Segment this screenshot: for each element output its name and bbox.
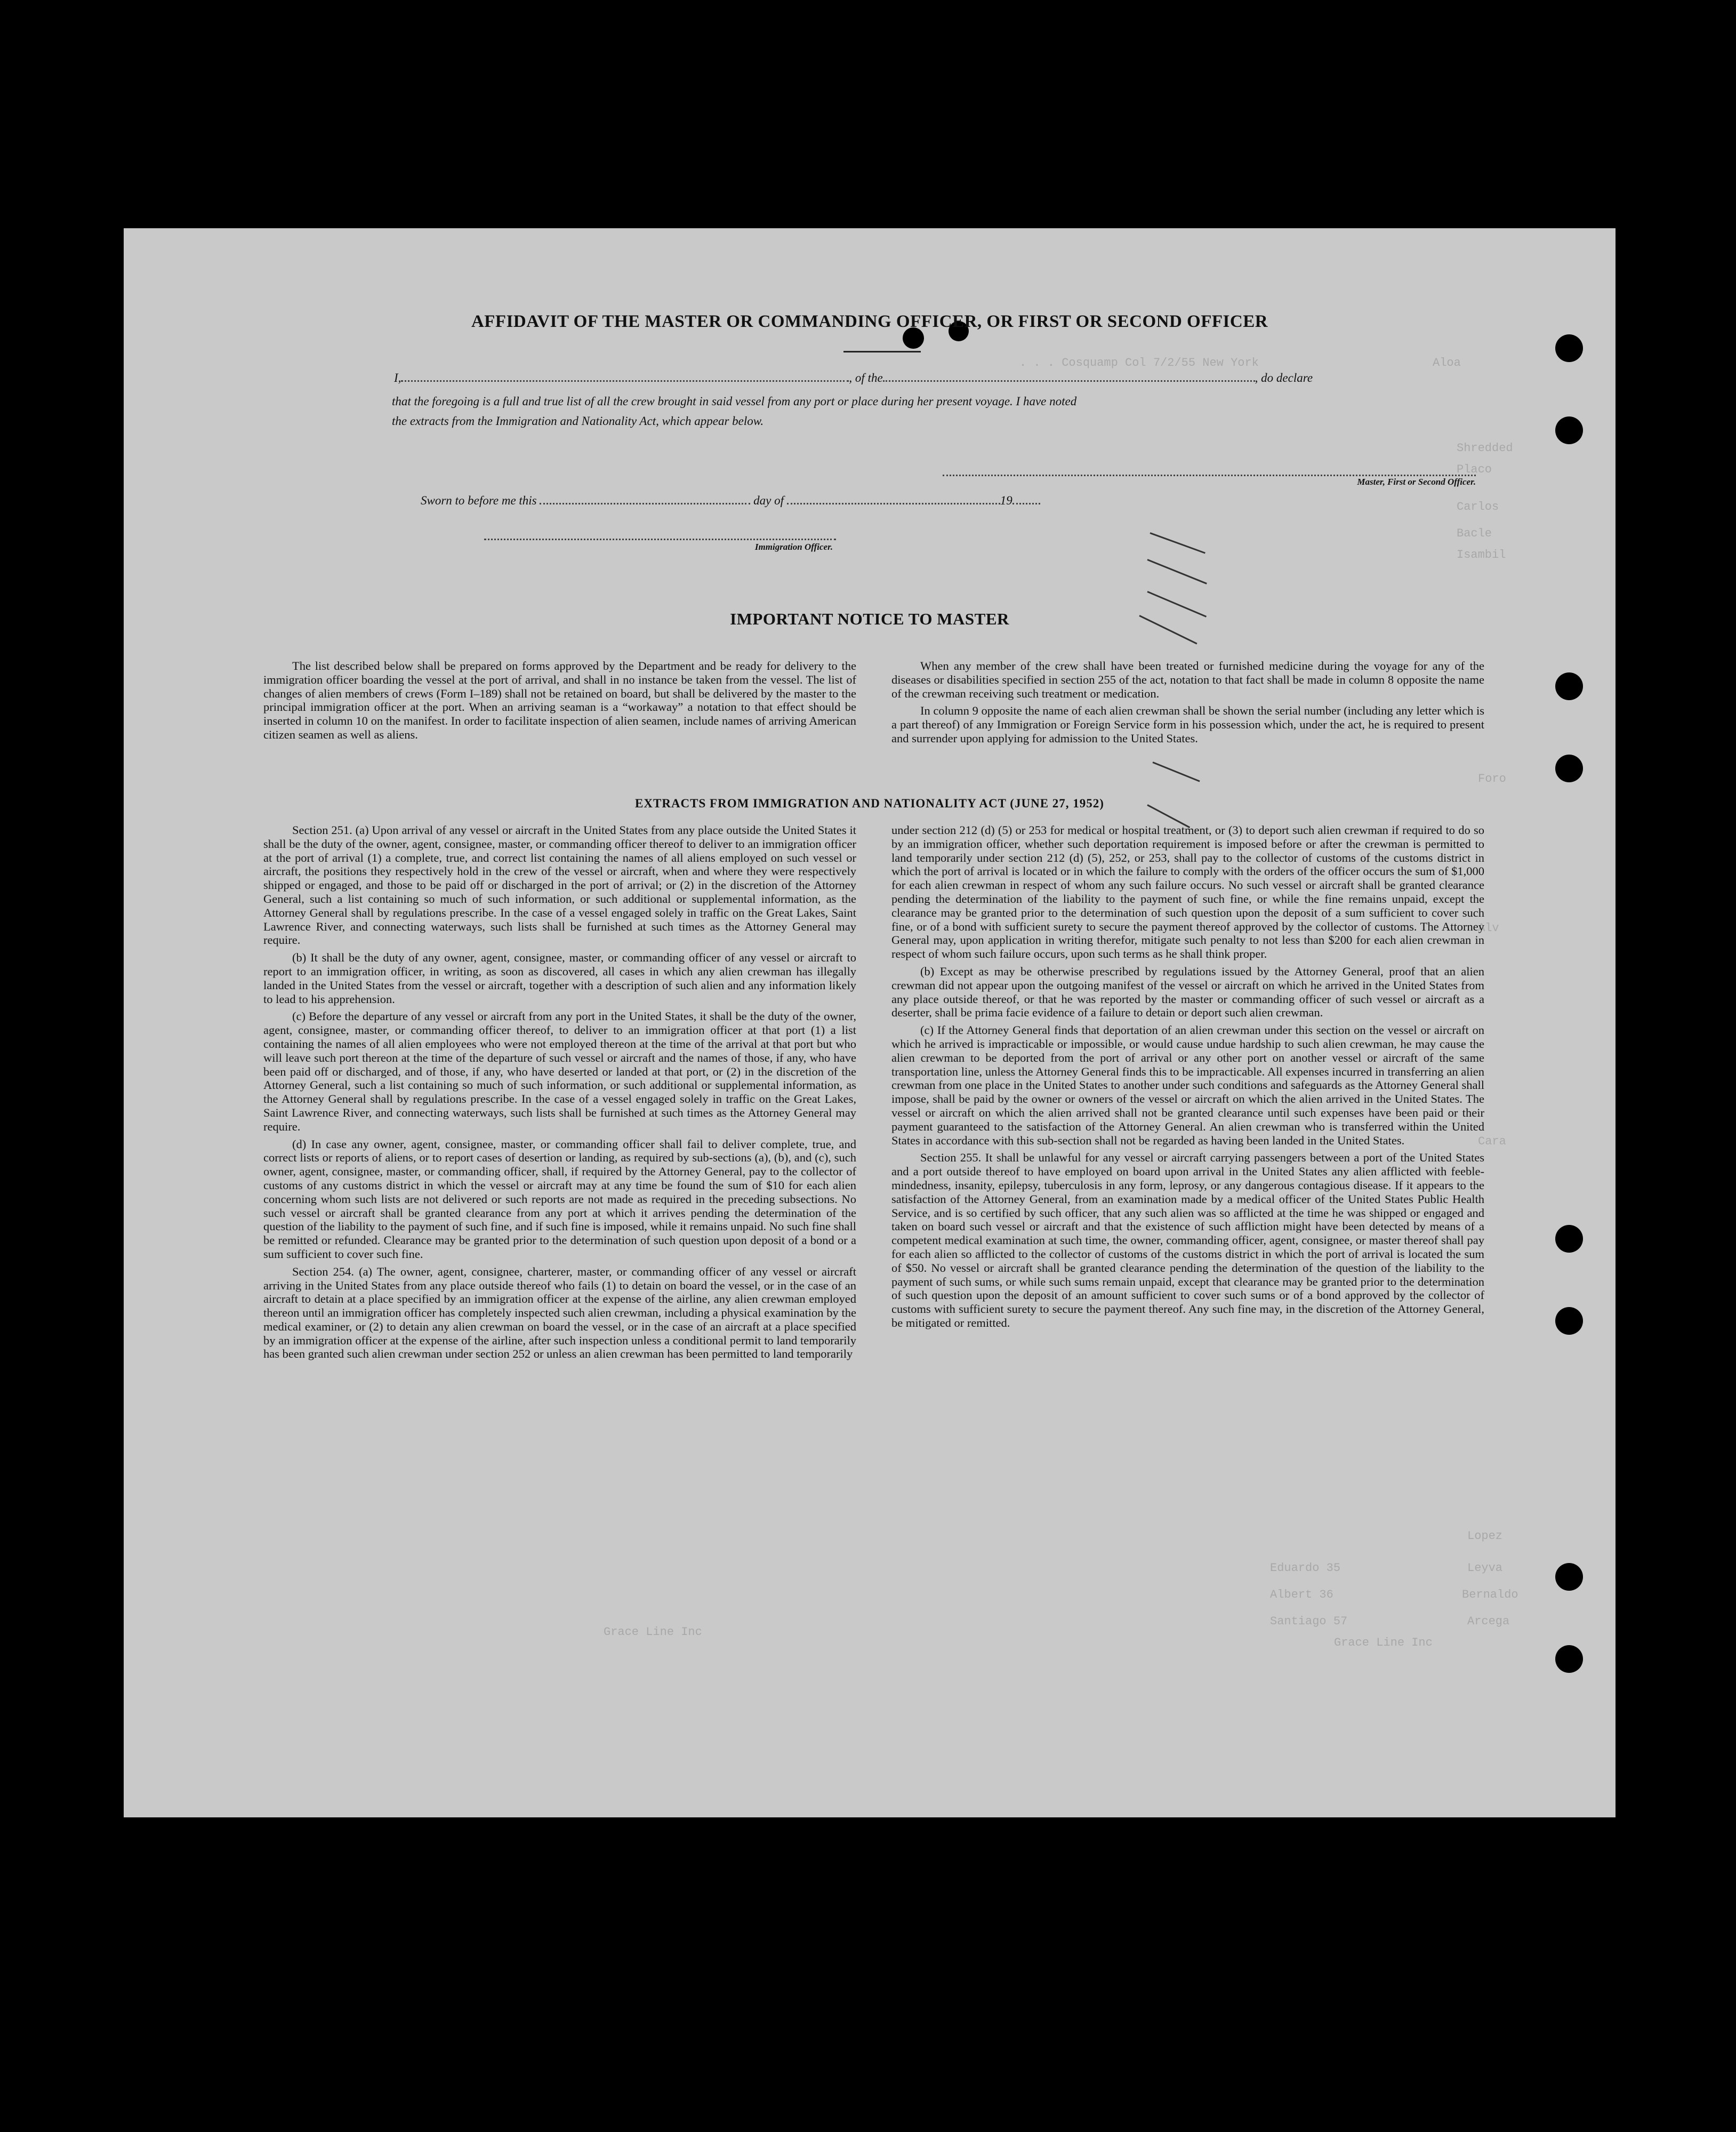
act-section: (b) It shall be the duty of any owner, agent, consignee, master, or commanding officer of any vessel or aircraft to report to an immigration officer, in writing, as soon as discovered, all cases in which any alien crewman has illegally landed in the United States from the vessel or aircraft, together with a description of such alien and any information likely to lead to his apprehension. (263, 951, 856, 1006)
declaration-line-3: the extracts from the Immigration and Nationality Act, which appear below. (392, 414, 764, 428)
year-prefix: 19 (1000, 494, 1012, 507)
punch-hole (1555, 755, 1583, 782)
notice-left-column (263, 659, 856, 746)
declaration-line-2: that the foregoing is a full and true list of all the crew brought in said vessel from any port or place during her present voyage. I have noted (392, 395, 1077, 408)
notice-paragraph: In column 9 opposite the name of each alien crewman shall be shown the serial number (including any letter which is a part thereof) of any Immigration or Foreign Service form in his possession which, under the act, he is required to present and surrender upon applying for admission to the United States. (891, 704, 1484, 745)
punch-hole (1555, 1563, 1583, 1591)
declaration-statement (392, 391, 1477, 431)
do-declare-label: , do declare (1255, 371, 1313, 384)
declarant-label: I, (394, 371, 401, 384)
act-section: Section 255. It shall be unlawful for any vessel or aircraft carrying passengers between a port of the United States and a port outside thereof to have employed on board upon arrival in the United States any alien afflicted with feeble-mindedness, insanity, epilepsy, tuberculosis in any form, leprosy, or any dangerous contagious disease. If it appears to the satisfaction of the Attorney General, from an examination made by a medical officer of the United States Public Health Service, and is so certified by such officer, that any such alien was so afflicted at the time he was shipped or engaged and taken on board such vessel or aircraft and that the existence of such affliction might have been detected by means of a competent medical examination at such time, the owner, commanding officer, agent, consignee, or master thereof shall pay for each alien so afflicted to the collector of customs of the customs district in which the port of arrival is located the sum of $50. No vessel or aircraft shall be granted clearance pending the determination of the question of the liability to the payment of such sums, or while such sums remain unpaid, except that clearance may be granted prior to the determination of such question upon the deposit of an amount sufficient to cover such sums or of a bond approved by the collector of customs with sufficient surety to secure the payment thereof. Any such fine may, in the discretion of the Attorney General, be mitigated or remitted. (891, 1151, 1484, 1329)
day-of-label: day of (753, 494, 784, 507)
officer-signature-line[interactable] (484, 539, 836, 540)
punch-hole (1555, 1645, 1583, 1673)
sworn-year-field[interactable] (1012, 492, 1040, 504)
form-sheet: . . . Cosquamp Col 7/2/55 New York Aloa Shredded Placo Carlos Bacle Isambil Foro Alv Cara Lopez Leyva Bernaldo Arcega Eduardo 35 Albert 36 Santiago 57 Grace Line Inc Grace Line Inc AFFIDAVIT OF THE MASTER OR COMMANDING OFFICER, OR FIRST OR SECOND OFFICER I, , of the , do declare that the foregoing is a full and true list of all the crew brought in said vessel from any port or place during her present voyage. I have noted the extracts from the Immigration and Nationality Act, which appear below. Master, First or Second Officer. Sworn to before me this day of 19 Immigration Officer. IMPORTANT NOTICE TO MASTER The list described below shall be prepared on forms approved by the Department and be ready for delivery to the immigration officer boarding the vessel at the port of arrival, and shall in no instance be taken from the vessel. The list of changes of alien members of crews (Form I–189) shall not be retained on board, but shall be delivered by the master to the principal immigration officer at the port. When an arriving seaman is a “workaway” a notation to that effect should be inserted in column 10 on the manifest. In order to facilitate inspection of alien seamen, include names of arriving American citizen seamen as well as aliens. When any member of the crew shall have been treated or furnished medicine during the voyage for any of the diseases or disabilities specified in section 255 of the act, notation to that fact shall be made in column 8 opposite the name of the crewman receiving such treatment or medication. In column 9 opposite the name of each alien crewman shall be shown the serial number (including any letter which is a part thereof) of any Immigration or Foreign Service form in his possession which, under the act, he is required to present and surrender upon applying for admission to the United States. EXTRACTS FROM IMMIGRATION AND NATIONALITY ACT (JUNE 27, 1952) Section 251. (a) Upon arrival of any vessel or aircraft in the United States from any place outside the United States it shall be the duty of the owner, agent, consignee, master, or commanding officer thereof to deliver to an immigration officer at the port of arrival (1) a complete, true, and correct list containing the names of all aliens employed on such vessel or aircraft, the positions they respectively hold in the crew of the vessel or aircraft, when and where they were respectively shipped or engaged, and those to be paid off or discharged in the port of arrival; or (2) in the discretion of the Attorney General, such a list containing so much of such information, or such additional or supplemental information, as the Attorney General shall by regulations prescribe. In the case of a vessel engaged solely in traffic on the Great Lakes, Saint Lawrence River, and connecting waterways, such lists shall be furnished at such times as the Attorney General may require. (b) It shall be the duty of any owner, agent, consignee, master, or commanding officer of any vessel or aircraft to report to an immigration officer, in writing, as soon as discovered, all cases in which any alien crewman has illegally landed in the United States from the vessel or aircraft, together with a description of such alien and any information likely to lead to his apprehension. (c) Before the departure of any vessel or aircraft from any port in the United States, it shall be the duty of the owner, agent, consignee, master, or commanding officer thereof, to deliver to an immigration officer at that port (1) a list containing the names of all alien employees who were not employed thereon at the time of the arrival at that port but who will leave such port thereon at the time of the departure of such vessel or aircraft and the names of those, if any, who have been paid off or discharged, and of those, if any, who have deserted or landed at that port, or (2) in the discretion of the Attorney General, such a list containing so much of such information, or such additional or supplemental information, as the Attorney General shall by regulations prescribe. In the case of a vessel engaged solely in traffic on the Great Lakes, Saint Lawrence River, and connecting waterways, such lists shall be furnished at such times as the Attorney General may require. (d) In case any owner, agent, consignee, master, or commanding officer shall fail to deliver complete, true, and correct lists or reports of aliens, or to report cases of desertion or landing, as required by sub-sections (a), (b), and (c), such owner, agent, consignee, master, or commanding officer, shall, if required by the Attorney General, pay to the collector of customs of any customs district in which the vessel or aircraft may at any time be found the sum of $10 for each alien concerning whom such lists are not delivered or such reports are not made as required in the preceding subsections. No such vessel or aircraft shall be granted clearance from any port at which it arrives pending the determination of the question of the liability to the payment of such fine, and if such fine is imposed, while it remains unpaid. No such fine shall be remitted or refunded. Clearance may be granted prior to the determination of such question upon deposit of a bond or a sum sufficient to cover such fine. Section 254. (a) The owner, agent, consignee, charterer, master, or commanding officer of any vessel or aircraft arriving in the United States from any place outside thereof who fails (1) to detain on board the vessel, or in the case of an aircraft to detain at a place specified by an immigration officer at the expense of the airline, any alien crewman employed thereon until an immigration officer has completely inspected such alien crewman, including a physical examination by the medical examiner, or (2) to detain any alien crewman on board the vessel, or in the case of an aircraft at a place specified by an immigration officer at the expense of the airline, after such inspection unless a conditional permit to land temporarily has been granted such alien crewman under section 252 or unless an alien crewman has been permitted to land temporarily under section 212 (d) (5) or 253 for medical or hospital treatment, or (3) to deport such alien crewman if required to do so by an immigration officer, whether such deportation requirement is imposed before or after the crewman is permitted to land temporarily under section 212 (d) (5), 252, or 253, shall pay to the collector of customs of the customs district in which the port of arrival is located or in which the failure to comply with the orders of the officer occurs the sum of $1,000 for each alien crewman in respect of whom any such failure occurs. No such vessel or aircraft shall be granted clearance pending the determination of the liability to the payment of such fine, or while the fine remains unpaid, except the clearance may be granted prior to the determination of such question upon the deposit of a sum sufficient to cover such fine, or of a bond with sufficient surety to secure the payment thereof approved by the collector of customs. The Attorney General may, upon application in writing therefor, mitigate such penalty to not less than $200 for each alien crewman in respect of whom such failure occurs, upon such terms as he shall think proper. (b) Except as may be otherwise prescribed by regulations issued by the Attorney General, proof that an alien crewman did not appear upon the outgoing manifest of the vessel or aircraft on which he arrived in the United States from any place outside thereof, or that he was reported by the master or commanding officer of such vessel or aircraft as a deserter, shall be prima facie evidence of a failure to detain or deport such alien crewman. (c) If the Attorney General finds that deportation of an alien crewman under this section on the vessel or aircraft on which he arrived is impracticable or impossible, or would cause undue hardship to such alien crewman, he may cause the alien crewman to be deported from the port of arrival or any other port on another vessel or aircraft of the same transportation line, unless the Attorney General finds this to be impracticable. All expenses incurred in transferring an alien crewman from one place in the United States to another under such conditions and safeguards as the Attorney General shall impose, shall be paid by the owner or owners of the vessel or aircraft on which the alien arrived in the United States. The vessel or aircraft on which the alien arrived shall not be granted clearance until such expenses have been paid or their payment guaranteed to the satisfaction of the Attorney General. An alien crewman who is transferred within the United States in accordance with this sub-section shall not be regarded as having been landed in the United States. Section 255. It shall be unlawful for any vessel or aircraft carrying passengers between a port of the United States and a port outside thereof to have employed on board upon arrival in the United States any alien afflicted with feeble-mindedness, insanity, epilepsy, tuberculosis in any form, leprosy, or any dangerous contagious disease. If it appears to the satisfaction of the Attorney General, from an examination made by a medical officer of the United States Public Health Service, and is so certified by such officer, that any such alien was so afflicted at the time he was shipped or engaged and taken on board such vessel or aircraft and that the existence of such affliction might have been detected by means of a competent medical examination at such time, the owner, commanding officer, agent, consignee, or master thereof shall pay for each alien so afflicted to the collector of customs of the customs district in which the port of arrival is located the sum of $50. No vessel or aircraft shall be granted clearance pending the determination of the question of the liability to the payment of such sums, or while such sums remain unpaid, except that clearance may be granted prior to the determination of such question upon the deposit of an amount sufficient to cover such sums or of a bond approved by the collector of customs with sufficient surety to secure the payment thereof. Any such fine may, in the discretion of the Attorney General, be mitigated or remitted. (124, 228, 1616, 1817)
act-section: (d) In case any owner, agent, consignee, master, or commanding officer shall fail to deliver complete, true, and correct lists or reports of aliens, or to report cases of desertion or landing, as required by sub-sections (a), (b), and (c), such owner, agent, consignee, master, or commanding officer, shall, if required by the Attorney General, pay to the collector of customs of any customs district in which the vessel or aircraft may at any time be found the sum of $10 for each alien concerning whom such lists are not delivered or such reports are not made as required in the preceding subsections. No such vessel or aircraft shall be granted clearance from any port at which it arrives pending the determination of the question of the liability to the payment of such fine, and if such fine is imposed, while it remains unpaid. No such fine shall be remitted or refunded. Clearance may be granted prior to the determination of such question upon deposit of a bond or a sum sufficient to cover such fine. (263, 1137, 856, 1261)
master-signature-label: Master, First or Second Officer. (1357, 477, 1476, 487)
affidavit-title: AFFIDAVIT OF THE MASTER OR COMMANDING OFFICER, OR FIRST OR SECOND OFFICER (471, 312, 1268, 331)
act-section: (c) If the Attorney General finds that deportation of an alien crewman under this section on the vessel or aircraft on which he arrived is impracticable or impossible, or would cause undue hardship to such alien crewman, he may cause the alien crewman to be deported from the port of arrival or any other port on another vessel or aircraft of the same transportation line, unless the Attorney General finds this to be impracticable. All expenses incurred in transferring an alien crewman from one place in the United States to another under such conditions and safeguards as the Attorney General shall impose, shall be paid by the owner or owners of the vessel or aircraft on which the alien arrived in the United States. The vessel or aircraft on which the alien arrived shall not be granted clearance until such expenses have been paid or their payment guaranteed to the satisfaction of the Attorney General. An alien crewman who is transferred within the United States in accordance with this sub-section shall not be regarded as having been landed in the United States. (891, 1023, 1484, 1147)
notice-title: IMPORTANT NOTICE TO MASTER (730, 610, 1009, 628)
declarant-name-field[interactable] (401, 370, 849, 382)
act-section: Section 254. (a) The owner, agent, consignee, charterer, master, or commanding officer of any vessel or aircraft arriving in the United States from any place outside thereof who fails (1) to detain on board the vessel, or in the case of an aircraft to detain at a place specified by an immigration officer at the expense of the airline, any alien crewman employed thereon until an immigration officer has completely inspected such alien crewman, including a physical examination by the medical examiner, or (2) to detain any alien crewman on board the vessel, or in the case of an aircraft at a place specified by an immigration officer at the expense of the airline, after such inspection unless a conditional permit to land temporarily has been granted such alien crewman under section 252 or unless an alien crewman has been permitted to land temporarily (263, 1264, 856, 1361)
officer-signature-label: Immigration Officer. (754, 542, 833, 552)
notice-paragraph: The list described below shall be prepared on forms approved by the Department and be ready for delivery to the immigration officer boarding the vessel at the port of arrival, and shall in no instance be taken from the vessel. The list of changes of alien members of crews (Form I–189) shall not be retained on board, but shall be delivered by the master to the principal immigration officer at the port. When an arriving seaman is a “workaway” a notation to that effect should be inserted in column 10 on the manifest. In order to facilitate inspection of alien seamen, include names of arriving American citizen seamen as well as aliens. (263, 659, 856, 741)
vessel-label: , of the (849, 371, 883, 384)
act-section: (c) Before the departure of any vessel or aircraft from any port in the United States, it shall be the duty of the owner, agent, consignee, master, or commanding officer thereof, to deliver to an immigration officer at that port (1) a list containing the names of all alien employees who were not employed thereon at the time of the arrival at that port but who will leave such port thereon at the time of the departure of such vessel or aircraft and the names of those, if any, who have been paid off or discharged, and of those, if any, who have deserted or landed at that port, or (2) in the discretion of the Attorney General, such a list containing so much of such information, or such additional or supplemental information, as the Attorney General shall by regulations prescribe. In the case of a vessel engaged solely in traffic on the Great Lakes, Saint Lawrence River, and connecting waterways, such lists shall be furnished at such times as the Attorney General may require. (263, 1009, 856, 1133)
sworn-label: Sworn to before me this (421, 494, 537, 507)
declaration-line-1 (394, 368, 1476, 388)
extracts-title: EXTRACTS FROM IMMIGRATION AND NATIONALITY ACT (JUNE 27, 1952) (635, 797, 1104, 810)
sworn-line (421, 491, 1274, 510)
notice-right-column (891, 659, 1484, 749)
extracts-right-column (891, 823, 1484, 1334)
title-rule (843, 351, 921, 352)
punch-hole (1555, 416, 1583, 444)
extracts-left-column (263, 823, 856, 1365)
act-section: (b) Except as may be otherwise prescribed by regulations issued by the Attorney General, proof that an alien crewman did not appear upon the outgoing manifest of the vessel or aircraft on which he arrived in the United States from any place outside thereof, or that he was reported by the master or commanding officer of such vessel or aircraft as a deserter, shall be prima facie evidence of a failure to detain or deport such alien crewman. (891, 964, 1484, 1020)
punch-hole (1555, 1225, 1583, 1253)
master-signature-line[interactable] (943, 475, 1476, 476)
vessel-name-field[interactable] (883, 370, 1255, 382)
notice-paragraph: When any member of the crew shall have been treated or furnished medicine during the voyage for any of the diseases or disabilities specified in section 255 of the act, notation to that fact shall be made in column 8 opposite the name of the crewman receiving such treatment or medication. (891, 659, 1484, 700)
act-section: under section 212 (d) (5) or 253 for medical or hospital treatment, or (3) to deport such alien crewman if required to do so by an immigration officer, whether such deportation requirement is imposed before or after the crewman is permitted to land temporarily under section 212 (d) (5), 252, or 253, shall pay to the collector of customs of the customs district in which the port of arrival is located or in which the failure to comply with the orders of the officer occurs the sum of $1,000 for each alien crewman in respect of whom any such failure occurs. No such vessel or aircraft shall be granted clearance pending the determination of the liability to the payment of such fine, or while the fine remains unpaid, except the clearance may be granted prior to the determination of such question upon the deposit of a sum sufficient to cover such fine, or of a bond with sufficient surety to secure the payment thereof approved by the collector of customs. The Attorney General may, upon application in writing therefor, mitigate such penalty to not less than $200 for each alien crewman in respect of whom such failure occurs, upon such terms as he shall think proper. (891, 823, 1484, 961)
sworn-month-field[interactable] (787, 492, 1000, 504)
act-section: Section 251. (a) Upon arrival of any vessel or aircraft in the United States from any place outside the United States it shall be the duty of the owner, agent, consignee, master, or commanding officer thereof to deliver to an immigration officer at the port of arrival (1) a complete, true, and correct list containing the names of all aliens employed on such vessel or aircraft, the positions they respectively hold in the crew of the vessel or aircraft, when and where they were respectively shipped or engaged, and those to be paid off or discharged in the port of arrival; or (2) in the discretion of the Attorney General, such a list containing so much of such information, or such additional or supplemental information, as the Attorney General shall by regulations prescribe. In the case of a vessel engaged solely in traffic on the Great Lakes, Saint Lawrence River, and connecting waterways, such lists shall be furnished at such times as the Attorney General may require. (263, 823, 856, 947)
punch-hole (1555, 334, 1583, 362)
sworn-day-field[interactable] (540, 492, 750, 504)
punch-hole (1555, 1307, 1583, 1335)
punch-hole (1555, 672, 1583, 700)
